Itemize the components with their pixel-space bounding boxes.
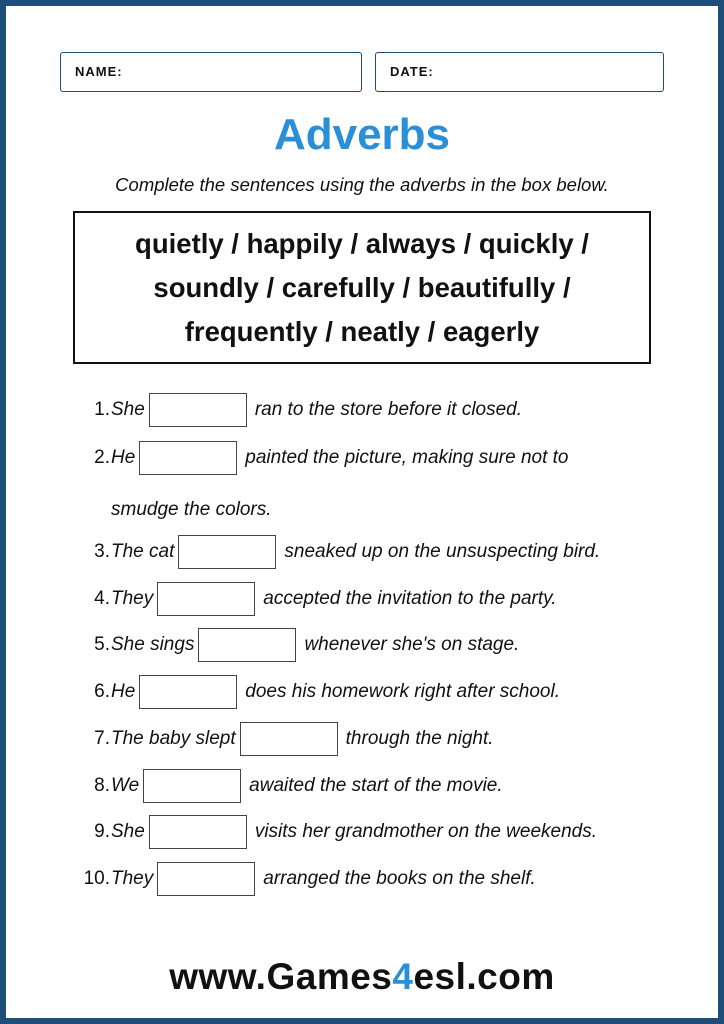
name-label: NAME: <box>75 64 123 79</box>
question-text-after: through the night. <box>345 728 494 749</box>
answer-blank[interactable] <box>149 393 247 427</box>
question-text-before: The baby slept <box>111 728 236 749</box>
question-text-before: They <box>111 588 154 609</box>
question-text-before: They <box>111 868 154 889</box>
question-row <box>6 861 536 897</box>
word-bank-box <box>73 211 651 364</box>
word-bank-line: soundly / carefully / beautifully / <box>153 271 571 303</box>
question-row <box>6 768 503 804</box>
question-text-before: She sings <box>111 634 195 655</box>
question-text-before: She <box>111 821 145 842</box>
question-text-after: ran to the store before it closed. <box>254 399 523 420</box>
question-number: 3. <box>94 541 110 562</box>
answer-blank[interactable] <box>143 769 241 803</box>
question-row <box>6 814 597 850</box>
date-label: DATE: <box>390 64 434 79</box>
question-text-before: We <box>111 775 140 796</box>
question-number: 8. <box>94 775 110 796</box>
question-number: 4. <box>94 588 110 609</box>
answer-blank[interactable] <box>240 722 338 756</box>
answer-blank[interactable] <box>139 441 237 475</box>
word-bank-line: frequently / neatly / eagerly <box>184 315 540 347</box>
answer-blank[interactable] <box>198 628 296 662</box>
date-field[interactable] <box>375 52 664 92</box>
question-text-after: whenever she's on stage. <box>304 634 520 655</box>
question-number: 6. <box>94 681 110 702</box>
question-text-before: He <box>111 447 136 468</box>
question-number: 5. <box>94 634 110 655</box>
question-row <box>6 581 557 617</box>
answer-blank[interactable] <box>157 862 255 896</box>
question-text-after: arranged the books on the shelf. <box>263 868 536 889</box>
answer-blank[interactable] <box>178 535 276 569</box>
answer-blank[interactable] <box>139 675 237 709</box>
question-text-before: The cat <box>111 541 175 562</box>
answer-blank[interactable] <box>149 815 247 849</box>
question-number: 7. <box>94 728 110 749</box>
question-text-before: He <box>111 681 136 702</box>
question-row <box>6 627 519 663</box>
question-continuation: smudge the colors. <box>111 499 272 520</box>
question-text-after: visits her grandmother on the weekends. <box>254 821 597 842</box>
name-field[interactable] <box>60 52 362 92</box>
answer-blank[interactable] <box>157 582 255 616</box>
page-title: Adverbs <box>273 110 451 159</box>
question-row <box>6 721 494 757</box>
question-text-before: She <box>111 399 145 420</box>
word-bank-line: quietly / happily / always / quickly / <box>135 227 589 259</box>
question-number: 9. <box>94 821 110 842</box>
instructions: Complete the sentences using the adverbs in the box below. <box>115 174 609 195</box>
question-text-after: painted the picture, making sure not to <box>245 447 569 468</box>
question-number: 1. <box>94 399 110 420</box>
question-text-after: awaited the start of the movie. <box>249 775 503 796</box>
question-row <box>6 674 560 710</box>
question-number: 10. <box>83 868 110 889</box>
question-row <box>6 440 569 476</box>
footer-url-accent: 4 <box>392 956 414 997</box>
question-row <box>6 392 522 428</box>
footer-url-prefix: www.Games <box>169 956 393 997</box>
footer-url-suffix: esl.com <box>413 956 555 997</box>
question-text-after: sneaked up on the unsuspecting bird. <box>284 541 601 562</box>
question-text-after: accepted the invitation to the party. <box>263 588 557 609</box>
question-text-after: does his homework right after school. <box>245 681 561 702</box>
question-row <box>6 534 600 570</box>
footer-url[interactable] <box>6 956 718 998</box>
question-number: 2. <box>94 447 110 468</box>
